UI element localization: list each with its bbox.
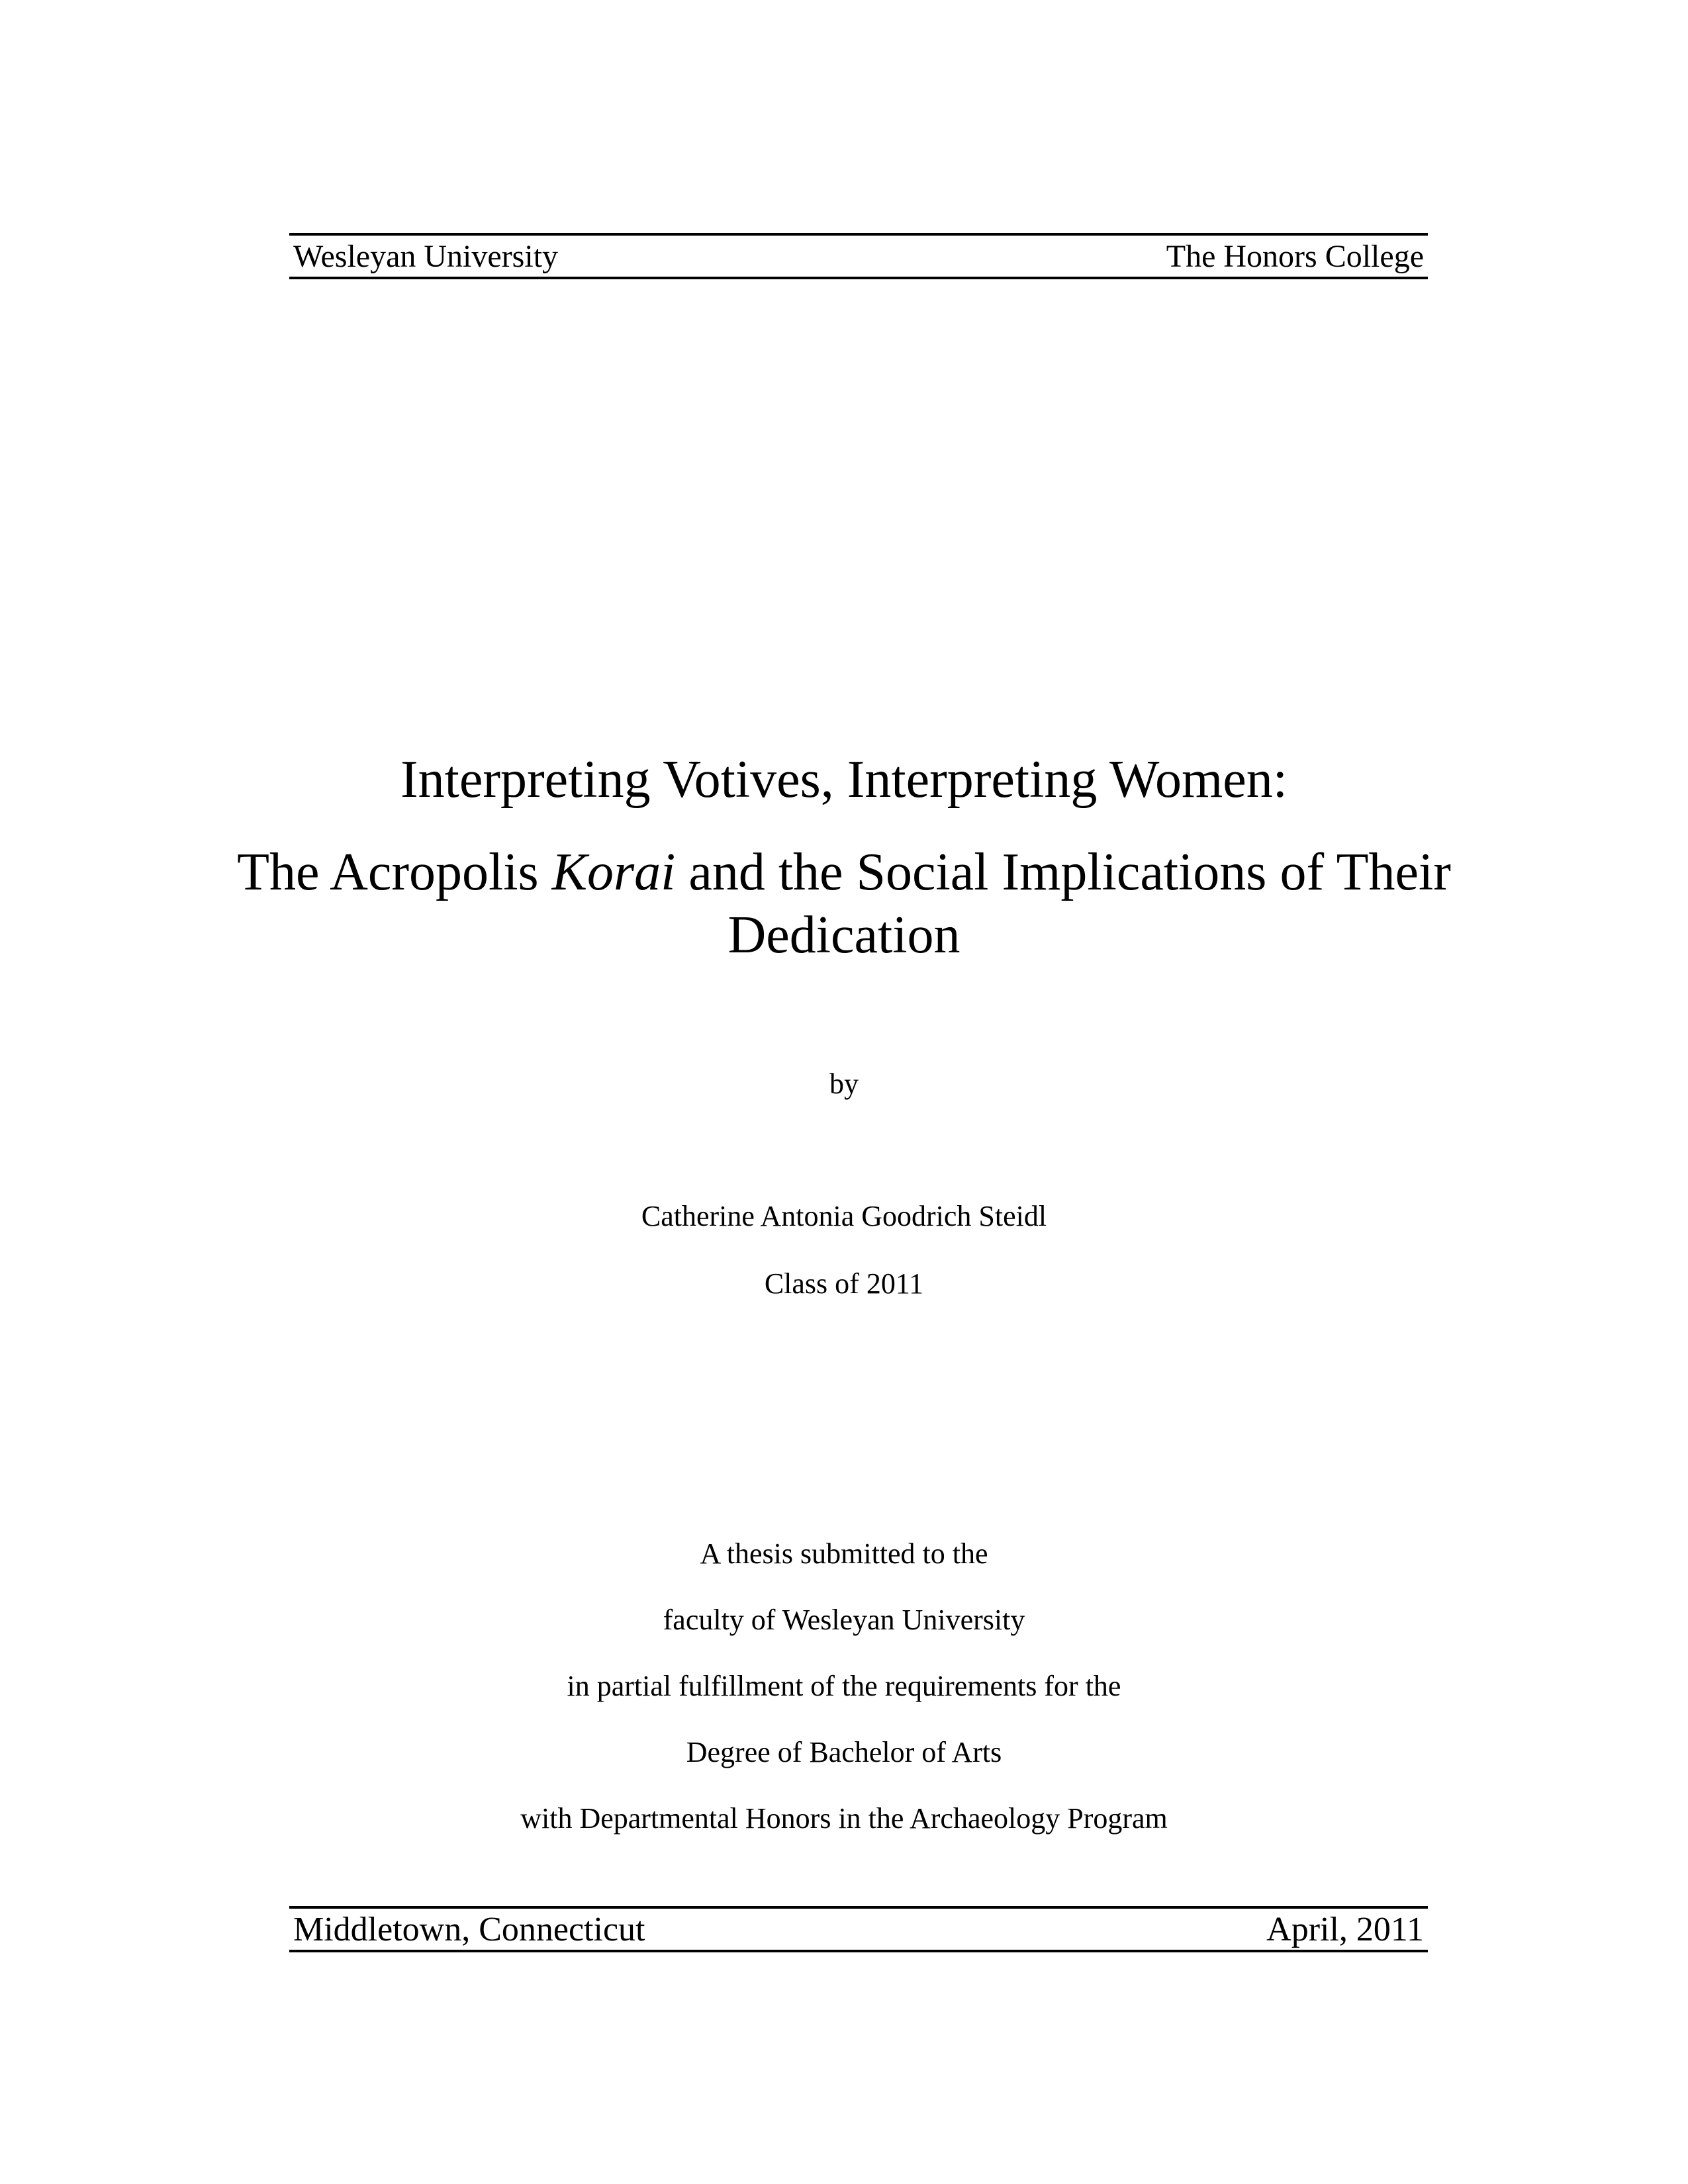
footer-band [289, 1906, 1428, 1952]
thesis-title-line-1 [0, 748, 1688, 811]
thesis-title-line-3 [0, 903, 1688, 967]
submission-line: faculty of Wesleyan University [663, 1604, 1025, 1636]
by-label: by [829, 1068, 859, 1100]
class-year: Class of 2011 [764, 1267, 924, 1300]
title-line-1-text: Interpreting Votives, Interpreting Women: [400, 751, 1288, 809]
title-line-2-italic: Korai [551, 843, 676, 901]
submission-line: Degree of Bachelor of Arts [686, 1736, 1002, 1768]
submission-line: with Departmental Honors in the Archaeology Program [520, 1802, 1168, 1835]
submission-line: A thesis submitted to the [700, 1537, 988, 1570]
location: Middletown, Connecticut [293, 1910, 645, 1948]
thesis-title-line-2 [0, 841, 1688, 904]
date: April, 2011 [1266, 1910, 1424, 1948]
title-line-2-after: and the Social Implications of Their [675, 843, 1451, 901]
institution-name: Wesleyan University [293, 238, 559, 274]
title-line-3-text: Dedication [727, 906, 961, 964]
header-band [289, 233, 1428, 279]
submission-line: in partial fulfillment of the requirements for the [567, 1670, 1121, 1702]
title-line-2-before: The Acropolis [237, 843, 552, 901]
college-name: The Honors College [1166, 238, 1424, 274]
author-name: Catherine Antonia Goodrich Steidl [641, 1200, 1047, 1232]
